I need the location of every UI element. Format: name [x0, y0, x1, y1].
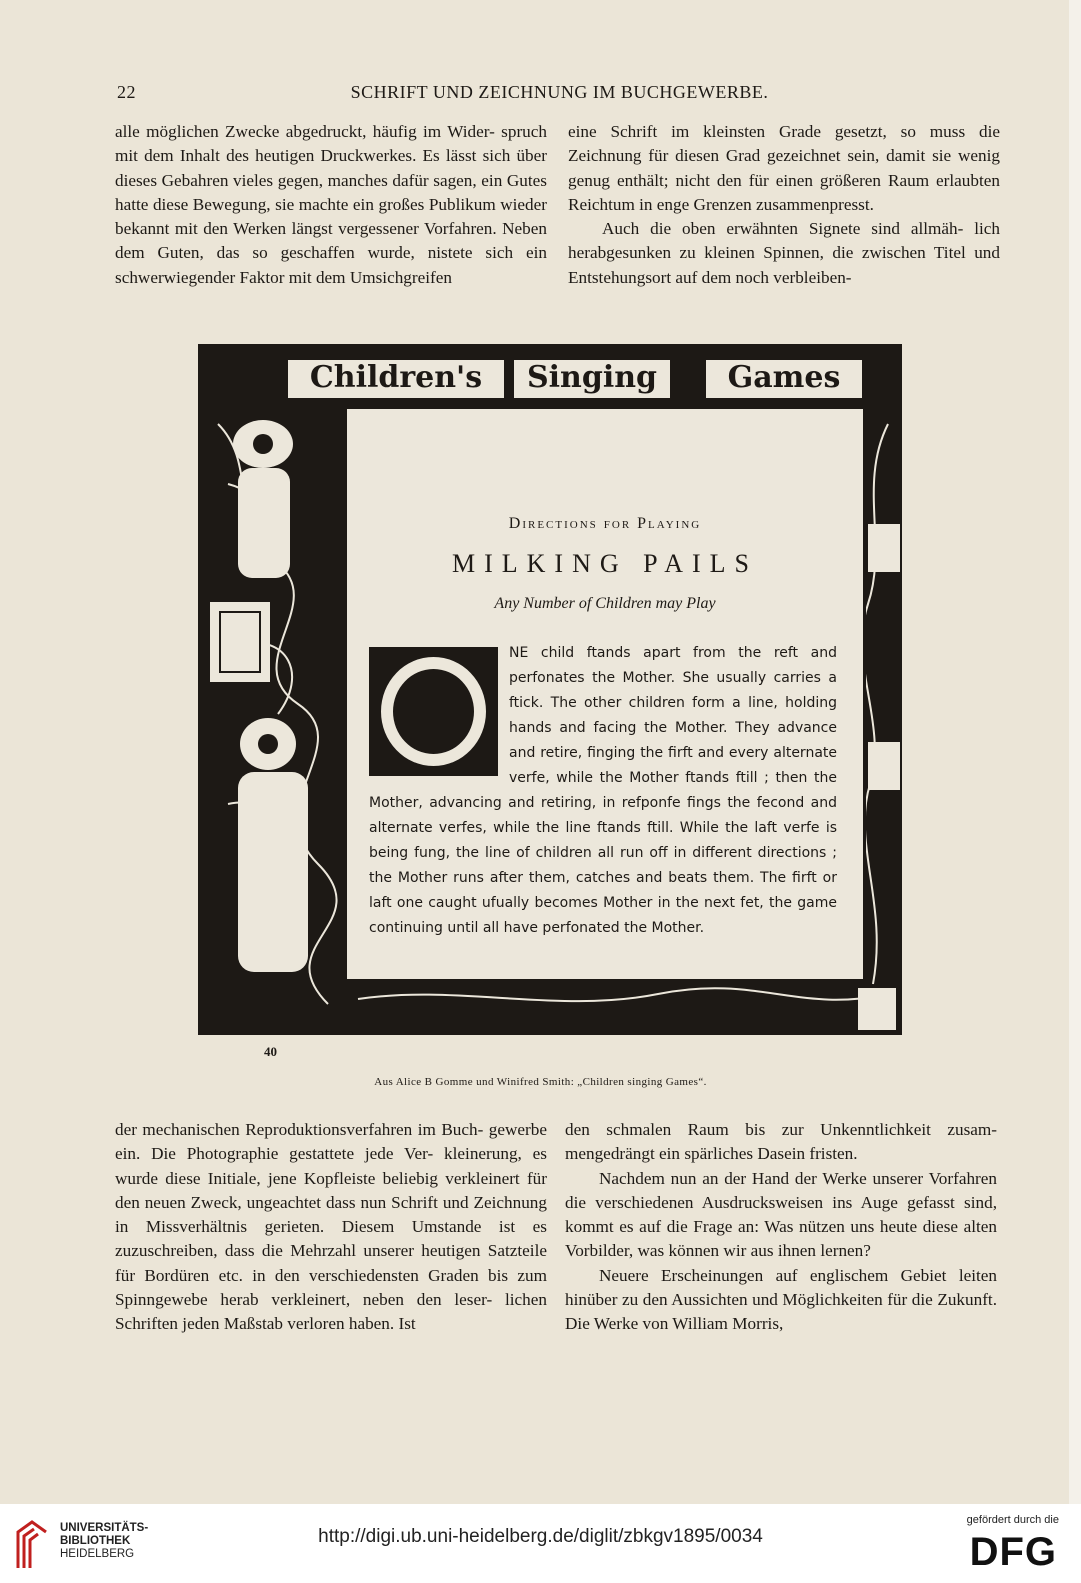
running-title: SCHRIFT UND ZEICHNUNG IM BUCHGEWERBE. — [350, 82, 769, 102]
scan-edge — [1069, 0, 1081, 1504]
illustration-childrens-singing-games — [198, 344, 902, 1035]
figure-page-number: 40 — [264, 1044, 277, 1059]
library-name[interactable]: UNIVERSITÄTS- BIBLIOTHEK HEIDELBERG — [60, 1522, 149, 1560]
figure-caption: Aus Alice B Gomme und Winifred Smith: „Children singing Games“. — [374, 1076, 707, 1088]
paragraph: den schmalen Raum bis zur Unkenntlichkeit zusam- mengedrängt ein spärliches Dasein fristen. — [565, 1120, 997, 1164]
paragraph: der mechanischen Reproduktionsverfahren im Buch- gewerbe ein. Die Photographie gestattete jede Ver- kleinerung, es wurde diese Initiale, jene Kopfleiste beliebig verkleinert für den neuen Zweck, ungeachtet dass nun Schrift und Zeichnung in Missverhältnis gerieten. Diesem Umstande ist es zuzuschreiben, dass die Mehrzahl unserer heutigen Satzteile für Bordüren etc. in den verschiedensten Graden bis zum Spinngewebe herab verkleinert, neben den leser- lichen Schriften jeden Maßstab verloren haben. Ist — [115, 1120, 547, 1334]
viewer-footer — [0, 1504, 1081, 1583]
ornamental-initial-o — [369, 647, 498, 776]
text-panel — [344, 406, 866, 982]
page-number: 22 — [117, 82, 136, 102]
paragraph: alle möglichen Zwecke abgedruckt, häufig im Wider- spruch mit dem Inhalt des heutigen Druckwerkes. Es lässt sich über dieses Gebahren vieles gegen, manches dafür sagen, ein Gutes hatte diese Bewegung, sie machte ein großes Publikum wieder bekannt mit den Werken längst vergessener Vorfahren. Neben dem Guten, das so geschaffen wurde, nistete sich ein schwerwiegender Faktor mit dem Umsichgreifen — [115, 122, 547, 287]
column-top-right — [568, 120, 1000, 290]
dfg-logo[interactable]: DFG — [969, 1530, 1057, 1574]
title-banner — [216, 354, 880, 402]
paragraph: eine Schrift im kleinsten Grade gesetzt, so muss die Zeichnung für diesen Grad gezeichnet sein, damit sie wenig genug enthält; nicht den für einen größeren Raum erlaubten Reichtum in enge Grenzen zusammenpresst. — [568, 122, 1000, 214]
title-word: Singing — [512, 358, 672, 400]
subtitle: Any Number of Children may Play — [494, 595, 716, 612]
paragraph: Neuere Erscheinungen auf englischem Gebiet leiten hinüber zu den Aussichten und Möglichkeiten für die Zukunft. Die Werke von William Morris, — [565, 1265, 997, 1334]
title-word: Children's — [286, 358, 506, 400]
permalink-url[interactable]: http://digi.ub.uni-heidelberg.de/diglit/zbkgv1895/0034 — [318, 1526, 763, 1547]
running-header — [117, 82, 1002, 108]
title-word: Games — [704, 358, 864, 400]
game-title: MILKING PAILS — [452, 549, 758, 578]
directions-heading: Directions for Playing — [508, 515, 702, 532]
paragraph: Nachdem nun an der Hand der Werke unserer Vorfahren die verschiedenen Ausdrucksweisen ins Auge gefasst sind, kommt es auf die Frage an: Was nützen uns heute diese alten Vorbilder, was können wir aus ihnen lernen? — [565, 1168, 997, 1261]
paragraph: Auch die oben erwähnten Signete sind allmäh- lich herabgesunken zu kleinen Spinnen, die zwischen Titel und Entstehungsort auf dem noch verbleiben- — [568, 219, 1000, 287]
funded-by-label: gefördert durch die — [966, 1514, 1059, 1526]
column-bottom-left — [115, 1118, 547, 1337]
column-bottom-right — [565, 1118, 997, 1337]
instructions-text: NE child ftands apart from the reft and perfonates the Mother. She usually carries a ftick. The other children form a line, holding hands and facing the Mother. They advance and retire, finging the firft and every alternate verfe, while the Mother ftands ftill ; then the Mother, advancing and retiring, in refponfe fings the fecond and alternate verfes, while the line ftands ftill. While the laft verfe is being fung, the line of children all run off in different directions ; the Mother runs after them, catches and beats them. The firft or laft one caught ufually becomes Mother in the next fet, the game continuing until all have perfonated the Mother. — [369, 645, 837, 936]
column-top-left — [115, 120, 547, 290]
